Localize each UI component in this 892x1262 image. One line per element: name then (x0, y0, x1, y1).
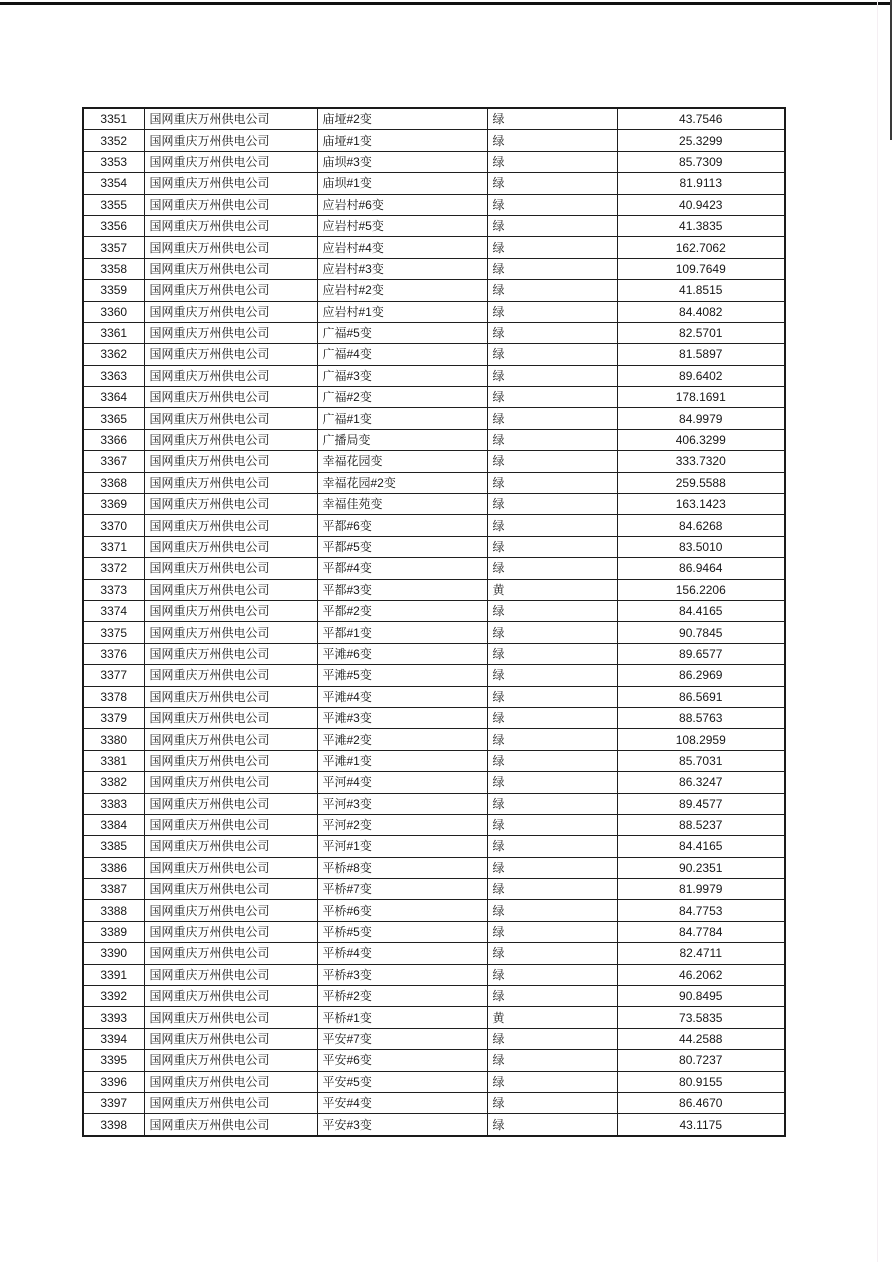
value-cell: 89.4577 (617, 793, 785, 814)
value-cell: 90.2351 (617, 857, 785, 878)
station-cell: 平桥#3变 (317, 964, 487, 985)
company-cell: 国网重庆万州供电公司 (144, 900, 317, 921)
station-cell: 庙垭#2变 (317, 108, 487, 130)
station-cell: 广福#2变 (317, 387, 487, 408)
status-cell: 绿 (487, 707, 617, 728)
status-cell: 绿 (487, 921, 617, 942)
status-cell: 绿 (487, 130, 617, 151)
status-cell: 黄 (487, 579, 617, 600)
row-number-cell: 3356 (83, 215, 144, 236)
value-cell: 88.5237 (617, 814, 785, 835)
company-cell: 国网重庆万州供电公司 (144, 344, 317, 365)
table-row (83, 750, 785, 771)
value-cell: 162.7062 (617, 237, 785, 258)
row-number-cell: 3383 (83, 793, 144, 814)
status-cell: 绿 (487, 151, 617, 172)
value-cell: 43.7546 (617, 108, 785, 130)
value-cell: 84.4082 (617, 301, 785, 322)
company-cell: 国网重庆万州供电公司 (144, 750, 317, 771)
value-cell: 44.2588 (617, 1028, 785, 1049)
row-number-cell: 3388 (83, 900, 144, 921)
table-row (83, 857, 785, 878)
table-row (83, 429, 785, 450)
station-cell: 广福#1变 (317, 408, 487, 429)
row-number-cell: 3358 (83, 258, 144, 279)
status-cell: 绿 (487, 108, 617, 130)
company-cell: 国网重庆万州供电公司 (144, 322, 317, 343)
company-cell: 国网重庆万州供电公司 (144, 600, 317, 621)
row-number-cell: 3381 (83, 750, 144, 771)
company-cell: 国网重庆万州供电公司 (144, 173, 317, 194)
company-cell: 国网重庆万州供电公司 (144, 108, 317, 130)
station-cell: 幸福花园#2变 (317, 472, 487, 493)
company-cell: 国网重庆万州供电公司 (144, 772, 317, 793)
table-row (83, 964, 785, 985)
table-row (83, 686, 785, 707)
station-cell: 平桥#1变 (317, 1007, 487, 1028)
value-cell: 80.7237 (617, 1050, 785, 1071)
row-number-cell: 3353 (83, 151, 144, 172)
table-row (83, 258, 785, 279)
company-cell: 国网重庆万州供电公司 (144, 215, 317, 236)
status-cell: 绿 (487, 1114, 617, 1136)
station-cell: 平滩#4变 (317, 686, 487, 707)
station-cell: 应岩村#1变 (317, 301, 487, 322)
value-cell: 333.7320 (617, 451, 785, 472)
table-row (83, 494, 785, 515)
table-row (83, 772, 785, 793)
company-cell: 国网重庆万州供电公司 (144, 451, 317, 472)
company-cell: 国网重庆万州供电公司 (144, 793, 317, 814)
table-row (83, 665, 785, 686)
table-row (83, 237, 785, 258)
table-row (83, 900, 785, 921)
company-cell: 国网重庆万州供电公司 (144, 964, 317, 985)
row-number-cell: 3368 (83, 472, 144, 493)
value-cell: 86.3247 (617, 772, 785, 793)
status-cell: 绿 (487, 215, 617, 236)
table-row (83, 986, 785, 1007)
status-cell: 绿 (487, 879, 617, 900)
status-cell: 绿 (487, 622, 617, 643)
status-cell: 绿 (487, 750, 617, 771)
company-cell: 国网重庆万州供电公司 (144, 408, 317, 429)
status-cell: 绿 (487, 451, 617, 472)
company-cell: 国网重庆万州供电公司 (144, 494, 317, 515)
row-number-cell: 3361 (83, 322, 144, 343)
company-cell: 国网重庆万州供电公司 (144, 258, 317, 279)
row-number-cell: 3393 (83, 1007, 144, 1028)
company-cell: 国网重庆万州供电公司 (144, 130, 317, 151)
value-cell: 43.1175 (617, 1114, 785, 1136)
row-number-cell: 3367 (83, 451, 144, 472)
company-cell: 国网重庆万州供电公司 (144, 237, 317, 258)
table-row (83, 836, 785, 857)
value-cell: 84.4165 (617, 836, 785, 857)
row-number-cell: 3370 (83, 515, 144, 536)
status-cell: 绿 (487, 943, 617, 964)
value-cell: 163.1423 (617, 494, 785, 515)
table-row (83, 408, 785, 429)
row-number-cell: 3386 (83, 857, 144, 878)
row-number-cell: 3379 (83, 707, 144, 728)
station-cell: 平滩#1变 (317, 750, 487, 771)
value-cell: 86.5691 (617, 686, 785, 707)
status-cell: 绿 (487, 665, 617, 686)
value-cell: 81.9113 (617, 173, 785, 194)
station-cell: 庙垭#1变 (317, 130, 487, 151)
company-cell: 国网重庆万州供电公司 (144, 429, 317, 450)
station-cell: 平安#4变 (317, 1092, 487, 1113)
value-cell: 84.9979 (617, 408, 785, 429)
company-cell: 国网重庆万州供电公司 (144, 729, 317, 750)
value-cell: 85.7309 (617, 151, 785, 172)
row-number-cell: 3392 (83, 986, 144, 1007)
status-cell: 绿 (487, 1092, 617, 1113)
company-cell: 国网重庆万州供电公司 (144, 387, 317, 408)
row-number-cell: 3357 (83, 237, 144, 258)
row-number-cell: 3369 (83, 494, 144, 515)
station-cell: 平河#1变 (317, 836, 487, 857)
row-number-cell: 3351 (83, 108, 144, 130)
station-cell: 平河#4变 (317, 772, 487, 793)
station-cell: 应岩村#2变 (317, 280, 487, 301)
status-cell: 绿 (487, 515, 617, 536)
value-cell: 83.5010 (617, 536, 785, 557)
row-number-cell: 3396 (83, 1071, 144, 1092)
row-number-cell: 3352 (83, 130, 144, 151)
station-cell: 平桥#6变 (317, 900, 487, 921)
status-cell: 绿 (487, 301, 617, 322)
company-cell: 国网重庆万州供电公司 (144, 707, 317, 728)
company-cell: 国网重庆万州供电公司 (144, 814, 317, 835)
status-cell: 绿 (487, 814, 617, 835)
company-cell: 国网重庆万州供电公司 (144, 301, 317, 322)
table-row (83, 280, 785, 301)
row-number-cell: 3389 (83, 921, 144, 942)
table-row (83, 194, 785, 215)
status-cell: 绿 (487, 1071, 617, 1092)
row-number-cell: 3397 (83, 1092, 144, 1113)
status-cell: 黄 (487, 1007, 617, 1028)
company-cell: 国网重庆万州供电公司 (144, 836, 317, 857)
value-cell: 82.4711 (617, 943, 785, 964)
row-number-cell: 3355 (83, 194, 144, 215)
company-cell: 国网重庆万州供电公司 (144, 472, 317, 493)
status-cell: 绿 (487, 857, 617, 878)
table-row (83, 301, 785, 322)
status-cell: 绿 (487, 643, 617, 664)
station-cell: 平都#5变 (317, 536, 487, 557)
station-cell: 应岩村#6变 (317, 194, 487, 215)
row-number-cell: 3380 (83, 729, 144, 750)
value-cell: 89.6402 (617, 365, 785, 386)
station-cell: 平河#2变 (317, 814, 487, 835)
station-cell: 广福#4变 (317, 344, 487, 365)
status-cell: 绿 (487, 280, 617, 301)
table-row (83, 151, 785, 172)
station-cell: 平滩#6变 (317, 643, 487, 664)
company-cell: 国网重庆万州供电公司 (144, 879, 317, 900)
station-cell: 应岩村#3变 (317, 258, 487, 279)
value-cell: 90.8495 (617, 986, 785, 1007)
station-cell: 平都#3变 (317, 579, 487, 600)
station-cell: 应岩村#4变 (317, 237, 487, 258)
table-row (83, 1114, 785, 1136)
status-cell: 绿 (487, 686, 617, 707)
table-row (83, 814, 785, 835)
table-row (83, 215, 785, 236)
value-cell: 84.4165 (617, 600, 785, 621)
table-body (83, 108, 785, 1136)
value-cell: 89.6577 (617, 643, 785, 664)
station-cell: 平滩#5变 (317, 665, 487, 686)
value-cell: 41.3835 (617, 215, 785, 236)
value-cell: 40.9423 (617, 194, 785, 215)
table-row (83, 921, 785, 942)
value-cell: 86.2969 (617, 665, 785, 686)
value-cell: 84.6268 (617, 515, 785, 536)
value-cell: 90.7845 (617, 622, 785, 643)
station-cell: 平都#4变 (317, 558, 487, 579)
table-row (83, 472, 785, 493)
station-cell: 平桥#2变 (317, 986, 487, 1007)
table-row (83, 515, 785, 536)
company-cell: 国网重庆万州供电公司 (144, 1114, 317, 1136)
value-cell: 178.1691 (617, 387, 785, 408)
row-number-cell: 3354 (83, 173, 144, 194)
row-number-cell: 3395 (83, 1050, 144, 1071)
station-cell: 平都#6变 (317, 515, 487, 536)
status-cell: 绿 (487, 964, 617, 985)
table-row (83, 108, 785, 130)
row-number-cell: 3365 (83, 408, 144, 429)
company-cell: 国网重庆万州供电公司 (144, 579, 317, 600)
row-number-cell: 3372 (83, 558, 144, 579)
table-row (83, 130, 785, 151)
status-cell: 绿 (487, 258, 617, 279)
value-cell: 84.7784 (617, 921, 785, 942)
value-cell: 86.9464 (617, 558, 785, 579)
row-number-cell: 3363 (83, 365, 144, 386)
value-cell: 81.9979 (617, 879, 785, 900)
row-number-cell: 3385 (83, 836, 144, 857)
value-cell: 46.2062 (617, 964, 785, 985)
value-cell: 406.3299 (617, 429, 785, 450)
company-cell: 国网重庆万州供电公司 (144, 515, 317, 536)
status-cell: 绿 (487, 237, 617, 258)
company-cell: 国网重庆万州供电公司 (144, 1092, 317, 1113)
table-row (83, 729, 785, 750)
table-row (83, 1007, 785, 1028)
status-cell: 绿 (487, 1050, 617, 1071)
row-number-cell: 3371 (83, 536, 144, 557)
station-cell: 平都#1变 (317, 622, 487, 643)
company-cell: 国网重庆万州供电公司 (144, 622, 317, 643)
company-cell: 国网重庆万州供电公司 (144, 986, 317, 1007)
row-number-cell: 3387 (83, 879, 144, 900)
station-cell: 平桥#4变 (317, 943, 487, 964)
status-cell: 绿 (487, 836, 617, 857)
status-cell: 绿 (487, 429, 617, 450)
value-cell: 80.9155 (617, 1071, 785, 1092)
status-cell: 绿 (487, 772, 617, 793)
company-cell: 国网重庆万州供电公司 (144, 643, 317, 664)
value-cell: 25.3299 (617, 130, 785, 151)
row-number-cell: 3360 (83, 301, 144, 322)
table-row (83, 1050, 785, 1071)
table-row (83, 1071, 785, 1092)
status-cell: 绿 (487, 793, 617, 814)
status-cell: 绿 (487, 558, 617, 579)
substation-table (82, 107, 786, 1137)
row-number-cell: 3394 (83, 1028, 144, 1049)
station-cell: 广福#3变 (317, 365, 487, 386)
station-cell: 平安#3变 (317, 1114, 487, 1136)
company-cell: 国网重庆万州供电公司 (144, 1071, 317, 1092)
value-cell: 259.5588 (617, 472, 785, 493)
table-row (83, 344, 785, 365)
station-cell: 幸福花园变 (317, 451, 487, 472)
table-row (83, 793, 785, 814)
station-cell: 平安#5变 (317, 1071, 487, 1092)
station-cell: 平安#7变 (317, 1028, 487, 1049)
company-cell: 国网重庆万州供电公司 (144, 536, 317, 557)
value-cell: 41.8515 (617, 280, 785, 301)
station-cell: 平桥#5变 (317, 921, 487, 942)
station-cell: 平桥#8变 (317, 857, 487, 878)
company-cell: 国网重庆万州供电公司 (144, 665, 317, 686)
row-number-cell: 3391 (83, 964, 144, 985)
row-number-cell: 3375 (83, 622, 144, 643)
station-cell: 幸福佳苑变 (317, 494, 487, 515)
company-cell: 国网重庆万州供电公司 (144, 943, 317, 964)
station-cell: 广福#5变 (317, 322, 487, 343)
station-cell: 平安#6变 (317, 1050, 487, 1071)
status-cell: 绿 (487, 387, 617, 408)
row-number-cell: 3373 (83, 579, 144, 600)
company-cell: 国网重庆万州供电公司 (144, 151, 317, 172)
table-row (83, 173, 785, 194)
table-row (83, 387, 785, 408)
row-number-cell: 3377 (83, 665, 144, 686)
value-cell: 85.7031 (617, 750, 785, 771)
status-cell: 绿 (487, 472, 617, 493)
status-cell: 绿 (487, 408, 617, 429)
value-cell: 86.4670 (617, 1092, 785, 1113)
row-number-cell: 3362 (83, 344, 144, 365)
scan-edge-line-artifact (877, 0, 878, 1262)
status-cell: 绿 (487, 344, 617, 365)
row-number-cell: 3378 (83, 686, 144, 707)
table-row (83, 1092, 785, 1113)
table-row (83, 643, 785, 664)
value-cell: 88.5763 (617, 707, 785, 728)
row-number-cell: 3374 (83, 600, 144, 621)
company-cell: 国网重庆万州供电公司 (144, 558, 317, 579)
status-cell: 绿 (487, 986, 617, 1007)
table-row (83, 879, 785, 900)
company-cell: 国网重庆万州供电公司 (144, 365, 317, 386)
value-cell: 73.5835 (617, 1007, 785, 1028)
table-row (83, 322, 785, 343)
status-cell: 绿 (487, 600, 617, 621)
table-row (83, 1028, 785, 1049)
status-cell: 绿 (487, 365, 617, 386)
row-number-cell: 3359 (83, 280, 144, 301)
table-row (83, 579, 785, 600)
page-top-rule (0, 2, 892, 5)
value-cell: 84.7753 (617, 900, 785, 921)
status-cell: 绿 (487, 194, 617, 215)
company-cell: 国网重庆万州供电公司 (144, 1007, 317, 1028)
table-row (83, 707, 785, 728)
status-cell: 绿 (487, 536, 617, 557)
company-cell: 国网重庆万州供电公司 (144, 280, 317, 301)
status-cell: 绿 (487, 322, 617, 343)
status-cell: 绿 (487, 729, 617, 750)
value-cell: 81.5897 (617, 344, 785, 365)
row-number-cell: 3384 (83, 814, 144, 835)
table-row (83, 943, 785, 964)
row-number-cell: 3366 (83, 429, 144, 450)
station-cell: 庙坝#3变 (317, 151, 487, 172)
table-row (83, 451, 785, 472)
station-cell: 平桥#7变 (317, 879, 487, 900)
status-cell: 绿 (487, 494, 617, 515)
table-row (83, 622, 785, 643)
station-cell: 庙坝#1变 (317, 173, 487, 194)
station-cell: 平河#3变 (317, 793, 487, 814)
status-cell: 绿 (487, 900, 617, 921)
table-row (83, 558, 785, 579)
station-cell: 平滩#2变 (317, 729, 487, 750)
row-number-cell: 3376 (83, 643, 144, 664)
company-cell: 国网重庆万州供电公司 (144, 1028, 317, 1049)
value-cell: 108.2959 (617, 729, 785, 750)
company-cell: 国网重庆万州供电公司 (144, 194, 317, 215)
row-number-cell: 3390 (83, 943, 144, 964)
table-row (83, 536, 785, 557)
company-cell: 国网重庆万州供电公司 (144, 857, 317, 878)
table-row (83, 600, 785, 621)
company-cell: 国网重庆万州供电公司 (144, 1050, 317, 1071)
row-number-cell: 3364 (83, 387, 144, 408)
value-cell: 82.5701 (617, 322, 785, 343)
status-cell: 绿 (487, 1028, 617, 1049)
station-cell: 应岩村#5变 (317, 215, 487, 236)
row-number-cell: 3398 (83, 1114, 144, 1136)
value-cell: 109.7649 (617, 258, 785, 279)
station-cell: 平滩#3变 (317, 707, 487, 728)
company-cell: 国网重庆万州供电公司 (144, 921, 317, 942)
station-cell: 广播局变 (317, 429, 487, 450)
table-row (83, 365, 785, 386)
station-cell: 平都#2变 (317, 600, 487, 621)
value-cell: 156.2206 (617, 579, 785, 600)
company-cell: 国网重庆万州供电公司 (144, 686, 317, 707)
status-cell: 绿 (487, 173, 617, 194)
row-number-cell: 3382 (83, 772, 144, 793)
